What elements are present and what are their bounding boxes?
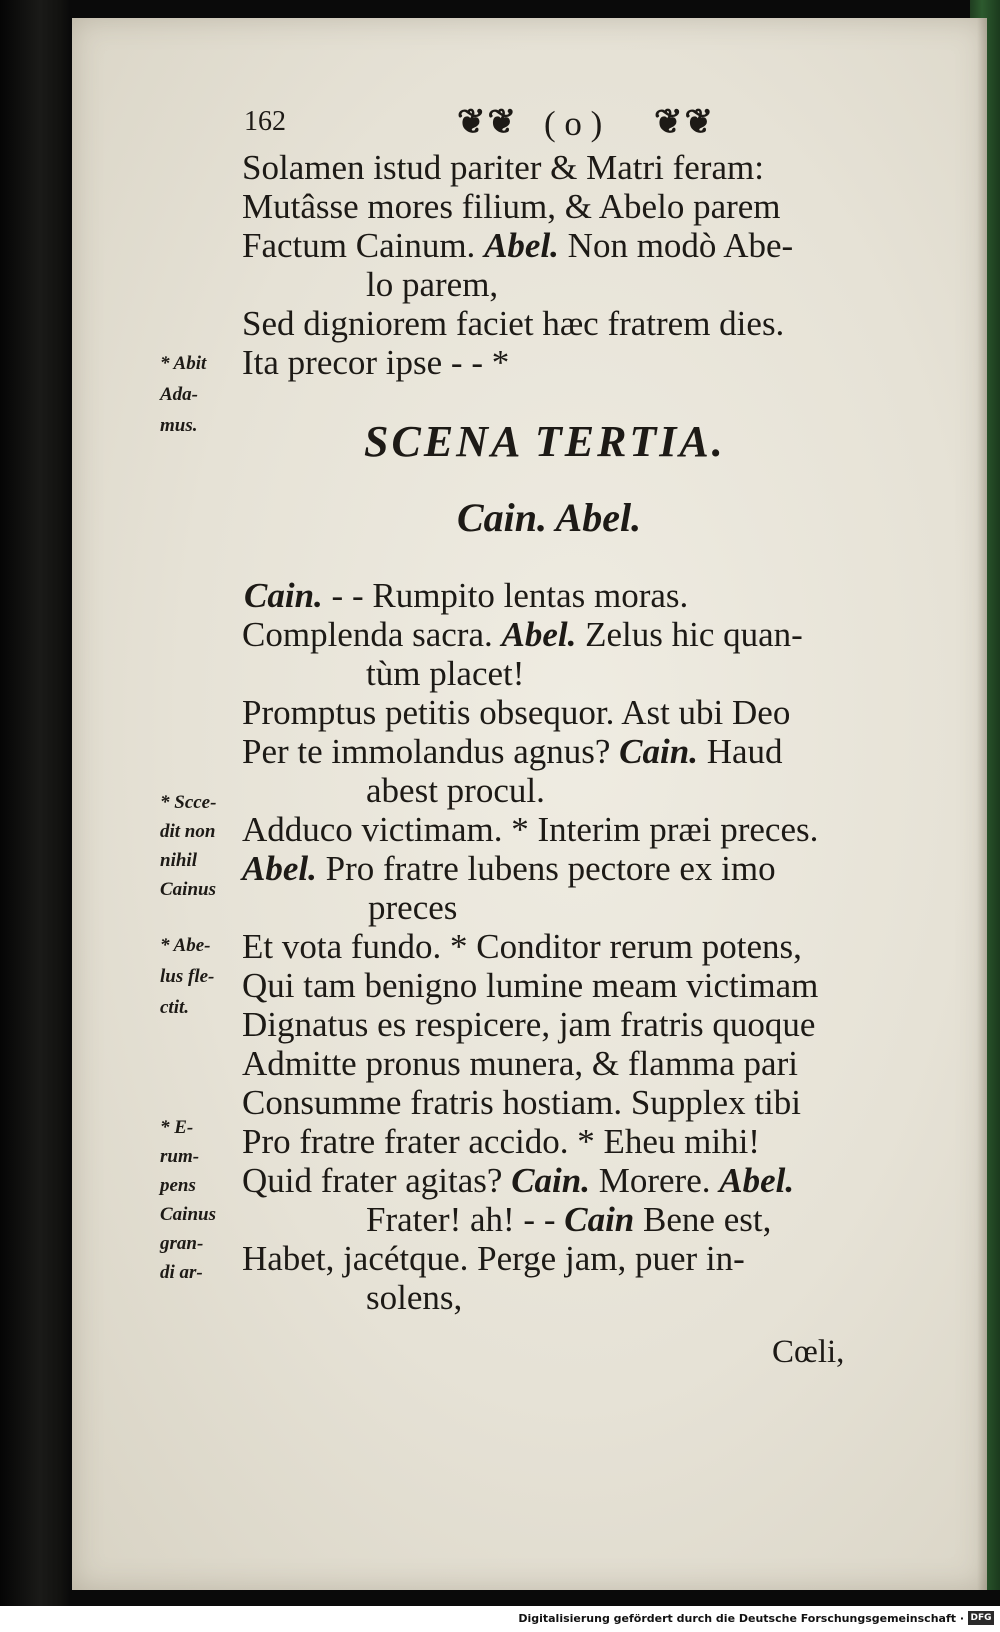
text-line xyxy=(242,228,793,263)
text-line: preces xyxy=(368,888,458,927)
text-line: Consumme fratris hostiam. Supplex tibi xyxy=(242,1083,801,1122)
marginal-note xyxy=(160,354,206,435)
text-segment: Per te immolandus agnus? xyxy=(242,732,611,771)
marginal-note xyxy=(160,936,214,1017)
speaker-name: Abel. xyxy=(242,849,317,888)
marginal-line: * Scce- xyxy=(160,792,217,813)
text-line: abest procul. xyxy=(366,771,545,810)
text-line: Admitte pronus munera, & flamma pari xyxy=(242,1044,798,1083)
speaker-name: Abel. xyxy=(484,226,559,265)
text-line: Mutâsse mores filium, & Abelo parem xyxy=(242,187,781,226)
marginal-note xyxy=(160,1118,216,1282)
speaker-name: Abel. xyxy=(719,1161,795,1200)
text-line: Dignatus es respicere, jam fratris quoque xyxy=(242,1005,816,1044)
marginal-line: * Abit xyxy=(160,353,207,374)
marginal-note xyxy=(160,793,216,899)
text-line xyxy=(244,578,688,613)
text-line: Solamen istud pariter & Matri feram: xyxy=(242,148,764,187)
text-line xyxy=(242,1163,794,1198)
text-segment: Factum Cainum. xyxy=(242,226,476,265)
text-line xyxy=(366,1202,771,1237)
page-number: 162 xyxy=(244,106,286,137)
text-line: tùm placet! xyxy=(366,654,525,693)
header-center-mark: ( o ) xyxy=(544,104,603,143)
text-line: Qui tam benigno lumine meam victimam xyxy=(242,966,819,1005)
speaker-name: Abel. xyxy=(501,615,577,654)
text-segment: Frater! ah! - - xyxy=(366,1200,556,1239)
marginal-line: nihil xyxy=(160,850,197,871)
ornament-left: ❦❦ xyxy=(457,104,518,141)
text-segment: Haud xyxy=(706,732,783,771)
text-line: solens, xyxy=(366,1278,463,1317)
marginal-line: lus fle- xyxy=(160,966,215,987)
marginal-line: pens xyxy=(160,1175,196,1196)
marginal-line: mus. xyxy=(160,415,198,436)
text-segment: - - Rumpito lentas moras. xyxy=(331,576,689,615)
scene-title: SCENA TERTIA. xyxy=(364,417,726,466)
marginal-line: Cainus xyxy=(160,879,216,900)
speaker-name: Cain. xyxy=(511,1161,590,1200)
speaker-name: Cain xyxy=(564,1200,635,1239)
text-line xyxy=(242,851,776,886)
text-segment: Zelus hic quan- xyxy=(585,615,803,654)
marginal-line: * Abe- xyxy=(160,935,211,956)
text-line: Et vota fundo. * Conditor rerum potens, xyxy=(242,927,802,966)
scene-persons: Cain. Abel. xyxy=(457,495,642,540)
text-line xyxy=(242,617,803,652)
digitization-credit: Digitalisierung gefördert durch die Deutsche Forschungsgemeinschaft · xyxy=(518,1612,964,1625)
text-line: Ita precor ipse - - * xyxy=(242,343,510,382)
text-line: Promptus petitis obsequor. Ast ubi Deo xyxy=(242,693,791,732)
text-segment: Pro fratre lubens pectore ex imo xyxy=(325,849,776,888)
ornament-right: ❦❦ xyxy=(654,104,715,141)
text-line xyxy=(242,734,783,769)
speaker-name: Cain. xyxy=(619,732,698,771)
text-segment: Bene est, xyxy=(643,1200,772,1239)
catchword: Cœli, xyxy=(772,1334,845,1370)
book-page xyxy=(72,18,987,1590)
text-segment: Non modò Abe- xyxy=(567,226,794,265)
marginal-line: gran- xyxy=(160,1233,204,1254)
text-segment: Morere. xyxy=(598,1161,711,1200)
text-line: Habet, jacétque. Perge jam, puer in- xyxy=(242,1239,745,1278)
text-segment: Complenda sacra. xyxy=(242,615,493,654)
marginal-line: rum- xyxy=(160,1146,200,1167)
text-line: Adduco victimam. * Interim præi preces. xyxy=(242,810,819,849)
marginal-line: * E- xyxy=(160,1117,194,1138)
dfg-logo-icon: DFG xyxy=(968,1611,994,1625)
text-segment: Quid frater agitas? xyxy=(242,1161,503,1200)
text-line: lo parem, xyxy=(366,265,499,304)
marginal-line: Ada- xyxy=(160,384,198,405)
marginal-line: Cainus xyxy=(160,1204,216,1225)
marginal-line: di ar- xyxy=(160,1262,203,1283)
marginal-line: ctit. xyxy=(160,997,190,1018)
text-line: Pro fratre frater accido. * Eheu mihi! xyxy=(242,1122,760,1161)
page-edge-shadow xyxy=(977,18,987,1590)
text-line: Sed digniorem faciet hæc fratrem dies. xyxy=(242,304,785,343)
speaker-name: Cain. xyxy=(244,576,323,615)
marginal-line: dit non xyxy=(160,821,216,842)
